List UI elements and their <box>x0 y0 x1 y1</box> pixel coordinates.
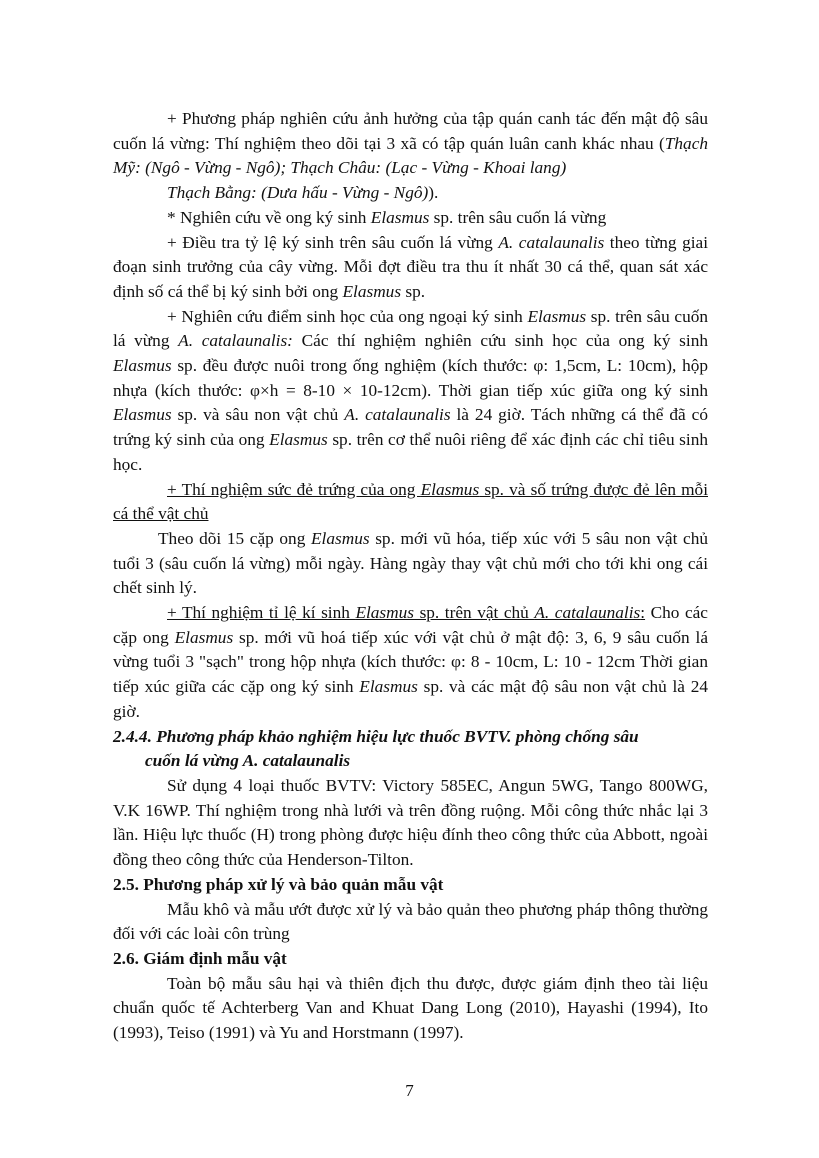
paragraph-fecundity-experiment <box>113 478 708 527</box>
paragraph-specimen-processing: Mẫu khô và mẫu ướt được xử lý và bảo quản theo phương pháp thông thường đối với các loài côn trùng <box>113 899 708 944</box>
underlined-title: + Thí nghiệm sức đẻ trứng của ong Elasmus sp. và số trứng được đẻ lên mỗi cá thể vật chủ <box>113 479 708 524</box>
page-number: 7 <box>405 1081 414 1100</box>
paragraph-biology-study: + Nghiên cứu điểm sinh học của ong ngoại ký sinh Elasmus sp. trên sâu cuốn lá vừng A. catalaunalis: Các thí nghiệm nghiên cứu sinh học của ong ký sinh Elasmus sp. đều được nuôi trong ống nghiệm (kích thước: φ: 1,5cm, L: 10cm), hộp nhựa (kích thước: φ×h = 8-10 × 10-12cm). Thời gian tiếp xúc giữa ong ký sinh Elasmus sp. và sâu non vật chủ A. catalaunalis là 24 giờ. Tách những cá thể đã có trứng ký sinh của ong Elasmus sp. trên cơ thể nuôi riêng để xác định các chỉ tiêu sinh học. <box>113 306 708 474</box>
heading-2-4-4: 2.4.4. Phương pháp khảo nghiệm hiệu lực thuốc BVTV. phòng chống sâu cuốn lá vừng A. catalaunalis <box>113 726 639 771</box>
heading-2-6: 2.6. Giám định mẫu vật <box>113 948 287 968</box>
paragraph-pesticide-test: Sử dụng 4 loại thuốc BVTV: Victory 585EC, Angun 5WG, Tango 800WG, V.K 16WP. Thí nghiệm trong nhà lưới và trên đồng ruộng. Mỗi công thức nhắc lại 3 lần. Hiệu lực thuốc (H) trong phòng được hiệu đính theo công thức của Abbott, ngoài đồng theo công thức của Henderson-Tilton. <box>113 775 708 870</box>
document-page <box>113 107 708 1046</box>
paragraph-parasitoid-study: * Nghiên cứu về ong ký sinh Elasmus sp. trên sâu cuốn lá vừng <box>167 207 607 227</box>
paragraph-rotation-method-cont: Thạch Bằng: (Dưa hấu - Vừng - Ngô)). <box>167 183 439 203</box>
paragraph-rotation-method: + Phương pháp nghiên cứu ảnh hưởng của tập quán canh tác đến mật độ sâu cuốn lá vừng: Thí nghiệm theo dõi tại 3 xã có tập quán luân canh khác nhau (Thạch Mỹ: (Ngô - Vừng - Ngô); Thạch Châu: (Lạc - Vừng - Khoai lang) <box>113 109 708 178</box>
paragraph-parasitism-rate: + Thí nghiệm tỉ lệ kí sinh Elasmus sp. trên vật chủ A. catalaunalis: Cho các cặp ong Elasmus sp. mới vũ hoá tiếp xúc với vật chủ ở mật độ: 3, 6, 9 sâu cuốn lá vừng tuổi 3 "sạch" trong hộp nhựa (kích thước: φ: 8 - 10cm, L: 10 - 12cm Thời gian tiếp xúc giữa các cặp ong ký sinh Elasmus sp. và các mật độ sâu non vật chủ là 24 giờ. <box>113 603 708 721</box>
paragraph-parasitism-survey: + Điều tra tỷ lệ ký sinh trên sâu cuốn lá vừng A. catalaunalis theo từng giai đoạn sinh trưởng của cây vừng. Mỗi đợt điều tra thu ít nhất 30 cá thể, quan sát xác định số cá thể bị ký sinh bởi ong Elasmus sp. <box>113 232 708 301</box>
paragraph-fecundity-method: Theo dõi 15 cặp ong Elasmus sp. mới vũ hóa, tiếp xúc với 5 sâu non vật chủ tuổi 3 (sâu cuốn lá vừng) mỗi ngày. Hàng ngày thay vật chủ mới cho tới khi ong cái chết sinh lý. <box>113 528 708 598</box>
underlined-title: + Thí nghiệm tỉ lệ kí sinh Elasmus sp. trên vật chủ A. catalaunalis: <box>167 603 646 623</box>
heading-2-5: 2.5. Phương pháp xử lý và bảo quản mẫu vật <box>113 874 444 894</box>
paragraph-identification: Toàn bộ mẫu sâu hại và thiên địch thu được, được giám định theo tài liệu chuẩn quốc tế Achterberg Van and Khuat Dang Long (2010), Hayashi (1994), Ito (1993), Teiso (1991) và Yu and Horstmann (1997). <box>113 973 708 1043</box>
